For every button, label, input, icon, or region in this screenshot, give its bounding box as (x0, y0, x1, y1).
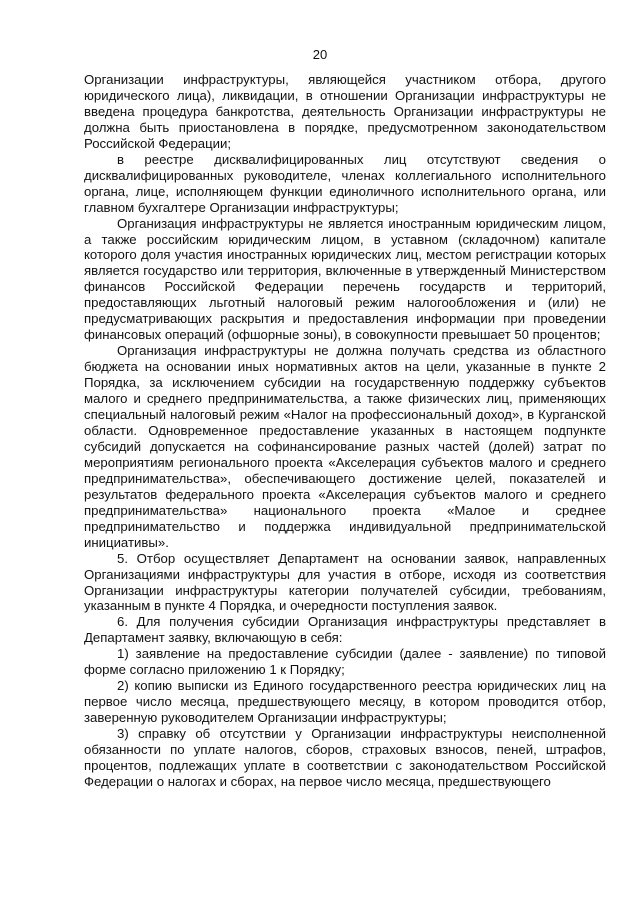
paragraph: 2) копию выписки из Единого государственного реестра юридических лиц на первое число месяца, предшествующего месяцу, в котором проводится отбор, заверенную руководителем Организации инфраструктуры; (84, 678, 606, 726)
paragraph: 6. Для получения субсидии Организация инфраструктуры представляет в Департамент заявку, включающую в себя: (84, 614, 606, 646)
paragraph: 1) заявление на предоставление субсидии (далее - заявление) по типовой форме согласно приложению 1 к Порядку; (84, 646, 606, 678)
paragraph: 5. Отбор осуществляет Департамент на основании заявок, направленных Организациями инфраструктуры для участия в отборе, исходя из соответствия Организации инфраструктуры категории получателей субсидии, требованиям, указанным в пункте 4 Порядка, и очередности поступления заявок. (84, 550, 606, 614)
paragraph: Организации инфраструктуры, являющейся участником отбора, другого юридического лица), ликвидации, в отношении Организации инфраструктуры не введена процедура банкротства, деятельность Организации инфраструктуры не должна быть приостановлена в порядке, предусмотренном законодательством Российской Федерации; (84, 72, 606, 151)
paragraph: Организация инфраструктуры не должна получать средства из областного бюджета на основании иных нормативных актов на цели, указанные в пункте 2 Порядка, за исключением субсидии на государственную поддержку субъектов малого и среднего предпринимательства, а также физических лиц, применяющих специальный налоговый режим «Налог на профессиональный доход», в Курганской области. Одновременное предоставление указанных в настоящем подпункте субсидий допускается на софинансирование разных частей (долей) затрат по мероприятиям регионального проекта «Акселерация субъектов малого и среднего предпринимательства», обеспечивающего достижение целей, показателей и результатов федерального проекта «Акселерация субъектов малого и среднего предпринимательства» национального проекта «Малое и среднее предпринимательство и поддержка индивидуальной предпринимательской инициативы». (84, 343, 606, 550)
document-body (84, 72, 606, 790)
paragraph: 3) справку об отсутствии у Организации инфраструктуры неисполненной обязанности по уплате налогов, сборов, страховых взносов, пеней, штрафов, процентов, подлежащих уплате в соответствии с законодательством Российской Федерации о налогах и сборах, на первое число месяца, предшествующего (84, 726, 606, 789)
paragraph: в реестре дисквалифицированных лиц отсутствуют сведения о дисквалифицированных руководителе, членах коллегиального исполнительного органа, лице, исполняющем функции единоличного исполнительного органа, или главном бухгалтере Организации инфраструктуры; (84, 151, 606, 215)
paragraph: Организация инфраструктуры не является иностранным юридическим лицом, а также российским юридическим лицом, в уставном (складочном) капитале которого доля участия иностранных юридических лиц, местом регистрации которых является государство или территория, включенные в утвержденный Министерством финансов Российской Федерации перечень государств и территорий, предоставляющих льготный налоговый режим налогообложения и (или) не предусматривающих раскрытия и предоставления информации при проведении финансовых операций (офшорные зоны), в совокупности превышает 50 процентов; (84, 215, 606, 343)
page-number: 20 (312, 47, 328, 62)
